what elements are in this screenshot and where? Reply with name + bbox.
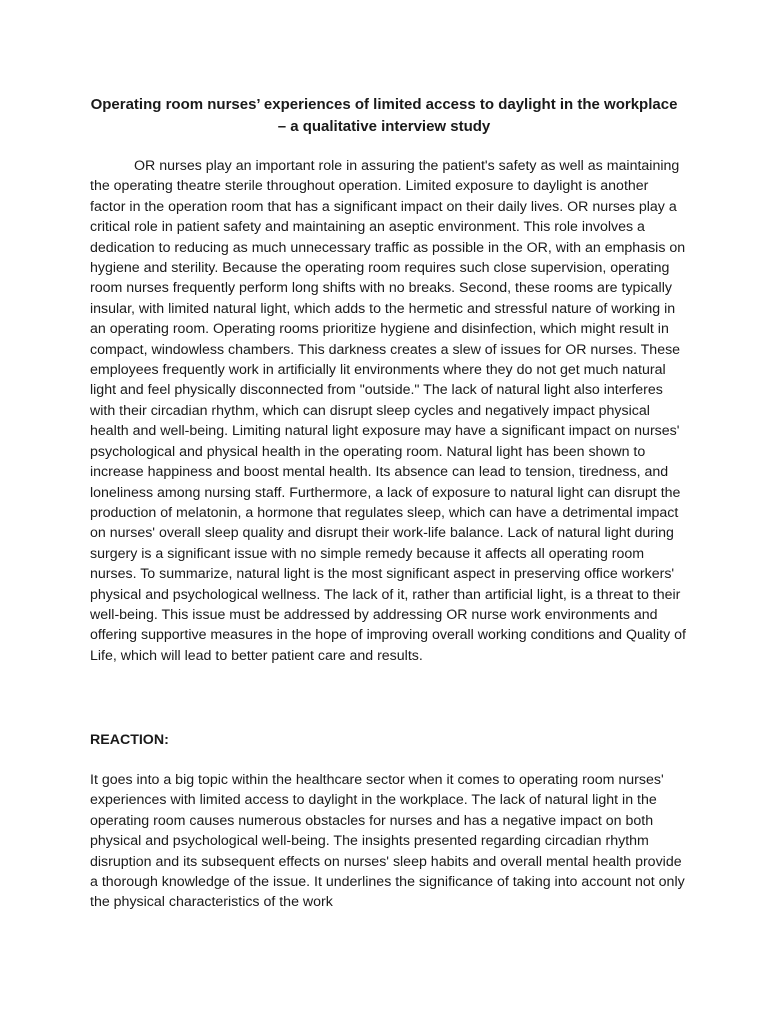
reaction-paragraph: It goes into a big topic within the healthcare sector when it comes to operating room nurses' experiences with limited access to daylight in the workplace. The lack of natural light in the operating room causes numerous obstacles for nurses and has a negative impact on both physical and psychological well-being. The insights presented regarding circadian rhythm disruption and its subsequent effects on nurses' sleep habits and overall mental health provide a thorough knowledge of the issue. It underlines the significance of taking into account not only the physical characteristics of the work [90, 772, 685, 911]
summary-paragraph: OR nurses play an important role in assuring the patient's safety as well as maintaining the operating theatre sterile throughout operation. Limited exposure to daylight is another factor in the operation room that has a significant impact on their daily lives. OR nurses play a critical role in patient safety and maintaining an aseptic environment. This role involves a dedication to reducing as much unnecessary traffic as possible in the OR, with an emphasis on hygiene and sterility. Because the operating room requires such close supervision, operating room nurses frequently perform long shifts with no breaks. Second, these rooms are typically insular, with limited natural light, which adds to the hermetic and stressful nature of working in an operating room. Operating rooms prioritize hygiene and disinfection, which might result in compact, windowless chambers. This darkness creates a slew of issues for OR nurses. These employees frequently work in artificially lit environments where they do not get much natural light and feel physically disconnected from "outside." The lack of natural light also interferes with their circadian rhythm, which can disrupt sleep cycles and negatively impact physical health and well-being. Limiting natural light exposure may have a significant impact on nurses' psychological and physical health in the operating room. Natural light has been shown to increase happiness and boost mental health. Its absence can lead to tension, tiredness, and loneliness among nursing staff. Furthermore, a lack of exposure to natural light can disrupt the production of melatonin, a hormone that regulates sleep, which can have a detrimental impact on nurses' overall sleep quality and disrupt their work-life balance. Lack of natural light during surgery is a significant issue with no simple remedy because it affects all operating room nurses. To summarize, natural light is the most significant aspect in preserving office workers' physical and psychological wellness. The lack of it, rather than artificial light, is a threat to their well-being. This issue must be addressed by addressing OR nurse work environments and offering supportive measures in the hope of improving overall working conditions and Quality of Life, which will lead to better patient care and results. [90, 158, 686, 664]
reaction-heading: REACTION: [90, 732, 169, 748]
document-title: Operating room nurses’ experiences of limited access to daylight in the workplace – a qualitative interview study [90, 96, 678, 135]
